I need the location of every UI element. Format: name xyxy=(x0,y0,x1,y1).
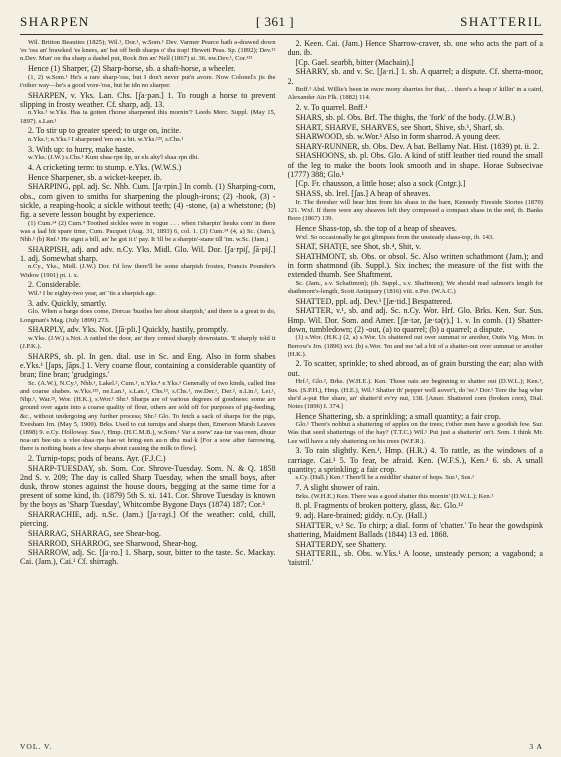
entry-paragraph: Ir. The thresher will hear him from his shass in the barn, Kennedy Fireside Stories (1870) 121. Wxf. If there were any sheaves left they composed a compact shass in the end, ib. Banks Boro (1867) 139. xyxy=(287,198,543,223)
entry-paragraph: s.Cy. (Hall.) Ken.¹ There'll be a middlin' shatter of hops. Sur.¹, Sus.¹ xyxy=(295,474,475,482)
entry-paragraph: Sc. (A.W.), N.Cy.¹, Nhb.¹, Lakel.², Cum.¹, n.Yks.⁴ e.Yks.¹ Generally of two kinds, called fine and coarse shabes. w.Yks.¹²⁵, ne.Lan.¹, s.Lan.¹, Chs.¹³, s.Chs.¹, nw.Der.¹, Der.², n.Lin.¹, Lei.¹, Nhp.¹, War.²³, Wor. (H.K.), s.Wor.¹ Shr.¹ Sharps are of various degrees of goodness: some are ground over again into a coarse quality of flour, others are sold off for purposes of pig-feeding, &c., without undergoing any further process; Shr.² Glo. To fetch a sack of sharps for the pigs, Evesham Jrn. (May 5, 1900). Brks. Used to cut turnips and sharps then, Emerson Marsh Leaves (1898) 9. e.Cy. Holloway. Sus.¹, Hmp. (H.C.M.B.), w.Som.¹ Var a zeew' zaa·tur vaa·reen, dhuur noa·urt bee·uts u vlee·shaa·rps bae·wt bring·een au·n dhu mal·k [For a sow after farrowing, there is nothing beats a few sharps about causing the milk to flow]. xyxy=(20,379,276,453)
entry-paragraph: 7. A slight shower of rain. xyxy=(295,483,380,493)
entry-paragraph: SHARPING, ppl. adj. Sc. Nhb. Cum. [ʃa·rpin.] In comb. (1) Sharping-corn, obs., corn given to smiths for sharpening the plough-irons; (2) -hook, (3) -sickle, a reaping-hook; a sickle without teeth; (4) -stone, (a) a whetstone; (b) fig. a severe lesson bought by experience. xyxy=(20,182,276,219)
entry-paragraph: 2. To stir up to greater speed; to urge on, incite. xyxy=(28,126,182,136)
entry-paragraph: w.Yks. (J.W.) s.Chs.¹ Kum shaa·rpn ŭp, ur els ahy'l shaa·rpn dhi. xyxy=(28,154,199,162)
volume-mark: VOL. V. xyxy=(20,742,53,751)
entry-paragraph: Brks. (W.H.E.) Ken. There was a good shatter this mornin' (D.W.L.); Ken.¹ xyxy=(295,492,494,500)
entry-paragraph: SHARY-RUNNER, sb. Obs. Dev. A bat. Bellamy Nat. Hist. (1839) pt. ii. 2. xyxy=(295,141,540,151)
entry-paragraph: SHARS, sb. pl. Obs. Brf. The thighs, the 'fork' of the body. (J.W.B.) xyxy=(295,112,516,122)
entry-paragraph: 4. A cricketing term: to stump. e.Yks. (W.W.S.) xyxy=(28,163,182,173)
entry-paragraph: SHATHMONT, sb. Obs. or obsol. Sc. Also written schathmont (Jam.); and in form shatmond (ib. Suppl.). Six inches; the measure of the fist with the extended thumb. See Shaftment. xyxy=(287,251,543,280)
entry-paragraph: 3. With up: to hurry, make haste. xyxy=(28,144,134,154)
entry-paragraph: SHARROD, SHARROG, see Sharwood, Shear-hog. xyxy=(28,538,198,548)
entry-paragraph: Glo. When a barge does come, Dorcas 'bustles her about sharpish,' and there is a great to do, Longman's Mag. (July 1899) 273. xyxy=(20,308,276,324)
header-rule xyxy=(20,34,543,35)
entry-paragraph: 3. To rain slightly. Ken.¹, Hmp. (H.R.) 4. To rattle, as the windows of a carriage. Cai.¹ 5. To fear, be afraid. Ken. (W.F.S.), Ken.¹ 6. sb. A small quantity; a sprinkling; a fair crop. xyxy=(287,446,543,474)
entry-paragraph: SHARPS, sb. pl. In gen. dial. use in Sc. and Eng. Also in form shabes e.Yks.¹ [ʃaps, ʃāps.] 1. Very coarse flour, containing a considerable quantity of bran; fine bran; 'grudgings.' xyxy=(20,351,276,380)
entry-paragraph: n.Cy., Yks., Midl. (J.W.) Dor. I'd low there'll be some sharpish frostes, Francis Pounder's Widow (1901) pt. i. x. xyxy=(20,263,276,279)
entry-paragraph: 2. Turnip-tops; pods of beans. Ayr. (F.J.C.) xyxy=(28,454,166,464)
entry-paragraph: (1) s.Wor. (H.K.) (2, a) s.Wor. Us shattered out over summat or another, Outis Vig. Mon. in Berrow's Jrn. (1896) xvi. (b) s.Wor. 'Im and me 'ad a bit of a shatter-out over summat or another (H.K.). xyxy=(287,334,543,358)
entry-paragraph: SHART, SHARVE, SHARVES, see Short, Shive, sb.¹, Sharf, sb. xyxy=(295,122,504,132)
page-number: [ 361 ] xyxy=(255,14,295,29)
entry-paragraph: [Cp. Gael. searbh, bitter (Macbain).] xyxy=(295,57,414,67)
left-column xyxy=(20,39,276,751)
entry-paragraph: Hence Shattering, sb. a sprinkling; a small quantity; a fair crop. xyxy=(295,411,501,421)
entry-paragraph: 2. v. To quarrel. Bnff.¹ xyxy=(295,103,368,113)
header-last-headword: SHATTERIL xyxy=(460,14,543,29)
entry-paragraph: SHARP-TUESDAY, sb. Som. Cor. Shrove-Tuesday. Som. N. & Q. 1858 2nd S. v. 209; The day is called Sharp Tuesday, when the small boys, after dusk, throw stones against the house doors, begging at the same time for a present of some kind, ib. (1879) 5th S. xi. 141. Cor. Shrove Tuesday is known by the boys as 'Sharp Tuesday', Whitcombe Bygone Days (1874) 187; Cor.³ xyxy=(20,463,276,510)
columns xyxy=(20,39,543,751)
entry-paragraph: (1, 2) w.Som.¹ He's a rare sharp-'oss, but I don't never put'n avore. Now Colonel's jis the t'other way—he's a good vore-'oss, but he idn no sharper. xyxy=(20,73,276,89)
entry-paragraph: 9. adj. Hare-brained; giddy. n.Cy. (Hall.) xyxy=(295,511,427,521)
entry-paragraph: 2. Considerable. xyxy=(28,280,81,290)
entry-paragraph: w.Yks. (J.W.) s.Not. A rattled the door, an' they comed sharply downstairs. 'E sharply told it (J.P.K.). xyxy=(20,334,276,351)
entry-paragraph: SHATTERDY, see Shattery. xyxy=(295,539,387,549)
entry-paragraph: n.Yks.¹; n.Yks.² I sharpened 'em on a bit. w.Yks.¹²³, s.Chs.¹ xyxy=(28,136,184,144)
entry-paragraph: Hence (1) Sharper, (2) Sharp-horse, sb. a shaft-horse, a wheeler. xyxy=(28,64,236,74)
entry-paragraph: 2. Keen. Cai. (Jam.) Hence Sharrow-craver, sb. one who acts the part of a dun. ib. xyxy=(287,39,543,58)
entry-paragraph: 8. pl. Fragments of broken pottery, glass, &c. Glo.¹² xyxy=(295,501,464,511)
entry-paragraph: SHARPEN, v. Yks. Lan. Chs. [ʃa·pən.] 1. To rough a horse to prevent slipping in frosty weather. Cf. sharp, adj. 13. xyxy=(20,90,276,109)
entry-paragraph: SHASHOONS, sb. pl. Obs. Glo. A kind of stiff leather tied round the small of the leg to make the boots look smooth and in shape. Horae Subsecivae (1777) 388; Glo.¹ xyxy=(287,151,543,179)
entry-paragraph: Wxf. So occasionally he got glimpses from the unsteady shass-top, ib. 143. xyxy=(295,233,494,241)
entry-paragraph: [Cp. Fr. chausson, a little hose; also a sock (Cotgr.).] xyxy=(295,179,466,189)
entry-paragraph: SHATTED, ppl. adj. Dev.¹ [ʃæ·tid.] Bespattered. xyxy=(295,296,453,306)
page-footer xyxy=(20,742,543,751)
entry-paragraph: Sc. (Jam., s.v. Schaftmon); (ib. Suppl., s.v. Shaftmon); We should read salmon's length for shathmont's-length, Scott Antiquary (1816) viii. e.Per. (W.A.C.) xyxy=(287,279,543,296)
entry-paragraph: Bnff.¹ Abd. Willie's been in owre mony sharries for that, . . there's a heap o' killin' in a caird, Alexander Ain Flk. (1882) 114. xyxy=(287,86,543,102)
entry-paragraph: Wil.¹ I be eighty-two year, an' 'tis a sharpish age. xyxy=(28,290,157,298)
entry-paragraph: SHATTER, v.¹, sb. and adj. Sc. n.Cy. Wor. Hrf. Glo. Brks. Ken. Sur. Sus. Hmp. Wil. Dor. Som. and Amer. [ʃæ·tər, ʃæ·tə(r).] 1. v. In comb. (1) Shatter-down, tumbledown; (2) -out, (a) to quarrel; (b) a quarrel; a dispute. xyxy=(287,306,543,334)
entry-paragraph: Hence Sharpener, sb. a wicket-keeper. ib. xyxy=(28,172,162,182)
right-column xyxy=(288,39,544,751)
entry-paragraph: SHARRAG, SHARRAG, see Shear-hog. xyxy=(28,528,161,538)
entry-paragraph: SHATTER, v.² Sc. To chirp; a dial. form of 'chatter.' To hear the gowdspink shattering, Maidment Ballads (1844) 13 ed. 1868. xyxy=(287,520,543,539)
entry-paragraph: Wil. Britton Beauties (1825); Wil.¹, Dor.¹, w.Som.¹ Dev. Varmer Pearce hath a-drawed down 'es 'oss an' brawked 'es knees, an' bat off both sharps o' tha trap! Hewett Peas. Sp. (1892); Dev.¹² n.Dev. Mun' on tha sharp a dashel put, Rock Jim an' Nell (1867) st. 36. nw.Dev.¹, Cor.¹²³ xyxy=(20,39,276,63)
entry-paragraph: SHARWOOD, sb. w.Wor.¹ Also in form sharrod. A young deer. xyxy=(295,132,501,142)
entry-paragraph: Hrf.², Glo.², Brks. (W.H.E.). Ken. Those oats are beginning to shatter out (D.W.L.); Ken.¹, Sus. (S.P.H.), Hmp. (H.E.), Wil.¹ Shatter th' pepper well aover't, do 'ee.¹ Dor.¹ Tore the bag wher she'd a-put Her share, an' shatter'd ev'ry nut, 138. [Amer. Shattered corn (broken corn), Dial. Notes (1896) I. 374.] xyxy=(287,378,543,410)
entry-paragraph: SHARROW, adj. Sc. [ʃa·ro.] 1. Sharp, sour, bitter to the taste. Sc. Mackay. Cai. (Jam.), Cai.¹ Cf. shirragh. xyxy=(20,548,276,567)
entry-paragraph: Hence Shass-top, sb. the top of a heap of sheaves. xyxy=(295,223,457,233)
entry-paragraph: SHASS, sb. Irel. [ʃas.] A heap of sheaves. xyxy=(295,189,431,199)
entry-paragraph: SHARPISH, adj. and adv. n.Cy. Yks. Midl. Glo. Wil. Dor. [ʃa·rpiʃ, ʃā·piʃ.] 1. adj. Somewhat sharp. xyxy=(20,244,276,263)
entry-paragraph: SHARRY, sb. and v. Sc. [ʃa·ri.] 1. sb. A quarrel; a dispute. Cf. sherra-moor, 2. xyxy=(287,67,543,86)
entry-paragraph: SHAT, SHAT(E, see Shot, sb.⁴, Shit, v. xyxy=(295,242,422,252)
entry-paragraph: SHARRACHIE, adj. n.Sc. (Jam.) [ʃa·rəχi.] Of the weather: cold, chill, piercing. xyxy=(20,510,276,529)
entry-paragraph: 3. adv. Quickly, smartly. xyxy=(28,298,107,308)
entry-paragraph: n.Yks.¹ w.Yks. Has ta gotten t'horse sharpened this mornin'? Leeds Merc. Suppl. (May 15, 1897). s.Lan.¹ xyxy=(20,109,276,125)
header-first-headword: SHARPEN xyxy=(20,14,90,29)
entry-paragraph: (1) Cum.¹⁴ (2) Cum.⁴ Toothed sickles were in vogue . . . when t'sharpin' heuks com' in there was a laal bit spare time, Cum. Pacquet (Aug. 31, 1893) 6, col. 1. (3) Cum.¹⁴ (4, a) Sc. (Jam.), Nhb.¹ (b) Rnf.¹ He signt a bill, an' he got it t' pay. It 'ill be a sharpin'-stane till 'im. w.Sc. (Jam.) xyxy=(20,219,276,243)
signature-mark: 3 A xyxy=(529,742,543,751)
entry-paragraph: Glo.¹ There's nobbut a shattering of apples on the trees; t'other men have a goodish few. Sur. Was that seed shatterings of the hay? (T.T.C.) Wil.¹ Put just a shatterin' on't. Som. I think Mr. Lee will have a tidy shattering on his trees (W.F.R.). xyxy=(287,421,543,445)
entry-paragraph: 2. To scatter, sprinkle; to shed abroad, as of grain bursting the ear; also with out. xyxy=(287,359,543,378)
entry-paragraph: SHATTERIL, sb. Obs. w.Yks.¹ A loose, unsteady person; a vagabond; a 'taistril.' xyxy=(287,549,543,568)
running-header xyxy=(20,14,543,30)
entry-paragraph: SHARPLY, adv. Yks. Not. [ʃā·pli.] Quickly, hastily, promptly. xyxy=(28,325,229,335)
